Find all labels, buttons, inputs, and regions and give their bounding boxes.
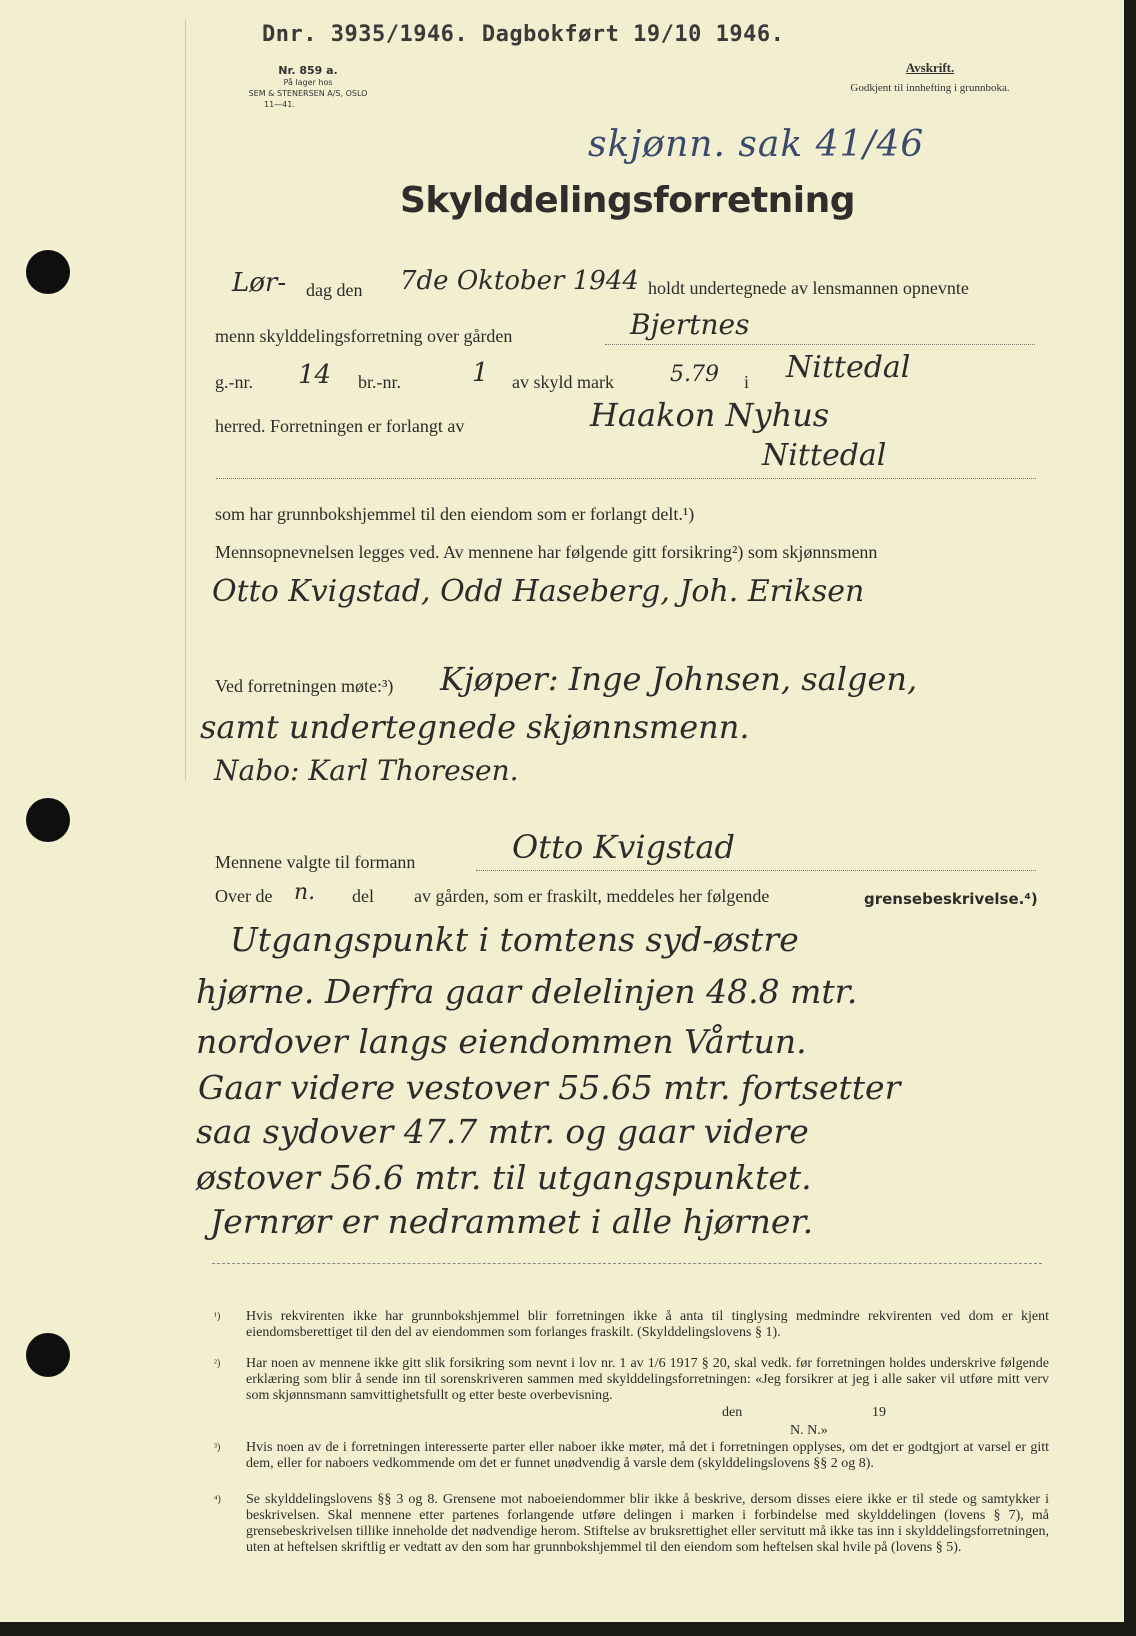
printer-line: På lager hos [283, 78, 333, 87]
approval-note: Godkjent til innhefting i grunnboka. [850, 82, 1010, 94]
boundary-line: hjørne. Derfra gaar delelinjen 48.8 mtr. [196, 972, 858, 1011]
boundary-line: nordover langs eiendommen Vårtun. [196, 1022, 807, 1061]
footnote-text: Se skylddelingslovens §§ 3 og 8. Grensene mot naboeiendommer blir ikke å beskrive, dersom disses eiere ikke er til stede og samtykker i beskrivelsen. Skal mennene etter partenes forlangende utføre delingen i marken i forbindelse med skylddelingen (lovens § 7), må grensebeskrivelsen tillike inneholde det nødvendige herom. Stiftelse av bruksrettighet eller servitutt må ikke tas inn i skylddelingsforretningen, uten at heftelsen skriftlig er vedtatt av den som har grunnbokshjemmel til den eiendom som heftelsen skal hvile på (lovens § 5). [246, 1492, 1049, 1555]
boundary-line: Utgangspunkt i tomtens syd-østre [230, 920, 799, 959]
boundary-line: Jernrør er nedrammet i alle hjørner. [210, 1202, 814, 1241]
dotted-line [216, 478, 1036, 479]
form-number-block [228, 64, 388, 110]
punch-hole [26, 250, 70, 294]
municipality-handwritten: Nittedal [786, 350, 911, 385]
nn-label: N. N.» [790, 1423, 828, 1438]
dag-den-label: dag den [306, 280, 363, 300]
footnote [214, 1492, 1049, 1556]
punch-hole [26, 1333, 70, 1377]
farm-handwritten: Bjertnes [630, 308, 750, 341]
form-number: Nr. 859 a. [278, 64, 338, 77]
requester-place-handwritten: Nittedal [762, 438, 887, 473]
footnote-text: Har noen av mennene ikke gitt slik forsikring som nevnt i lov nr. 1 av 1/6 1917 § 20, skal vedk. før forretningen holdes underskrive følgende erklæring som blir å sende inn til sorenskriveren sammen med skylddelingsforretningen: «Jeg forsikrer at jeg i alle saker vil utføre mitt verv som skjønnsmann samvittighetsfullt og etter beste overbevisning. [246, 1356, 1049, 1403]
requester-label: herred. Forretningen er forlangt av [215, 416, 465, 436]
bnr-handwritten: 1 [472, 358, 489, 388]
del-label: del [352, 886, 374, 906]
grensebeskrivelse-label [864, 888, 1038, 909]
weekday-handwritten: Lør- [232, 268, 287, 298]
formann-handwritten: Otto Kvigstad [512, 828, 735, 866]
grensebeskrivelse-bold: grensebeskrivelse.⁴) [864, 890, 1038, 908]
footnote-divider [212, 1263, 1042, 1264]
document-title: Skylddelingsforretning [400, 180, 856, 221]
footnote-text: Hvis rekvirenten ikke har grunnbokshjemmel blir forretningen ikke å anta til tinglysing medmindre rekvirenten ved dom er kjent eiendomsberettiget til den del av eiendommen som forlanges fraskilt. (Skylddelingslovens § 1). [246, 1309, 1049, 1340]
skyld-label: av skyld mark [512, 372, 614, 392]
printer-line: 11—41. [264, 100, 295, 109]
footnote [214, 1309, 1049, 1341]
footnote [214, 1440, 1049, 1472]
gnr-handwritten: 14 [298, 360, 332, 390]
gnr-label: g.-nr. [215, 372, 253, 392]
footnote-number: ³) [214, 1442, 221, 1453]
avskrift-label: Avskrift. [905, 60, 955, 75]
farm-label: menn skylddelingsforretning over gården [215, 326, 513, 346]
requester-handwritten: Haakon Nyhus [590, 396, 830, 434]
footnote [214, 1356, 1049, 1404]
dotted-line [476, 870, 1036, 871]
printer-line: SEM & STENERSEN A/S, OSLO [248, 89, 368, 98]
fraskilt-text: av gården, som er fraskilt, meddeles her følgende [414, 886, 770, 906]
mennsoppnevnelse-text: Mennsopnevnelsen legges ved. Av mennene har følgende gitt forsikring²) som skjønnsmenn [215, 542, 878, 562]
bnr-label: br.-nr. [358, 372, 401, 392]
footnote-number: ²) [214, 1358, 221, 1369]
dotted-line [605, 344, 1035, 345]
over-de-label: Over de [215, 886, 273, 906]
den-label: den [722, 1405, 743, 1420]
held-text: holdt undertegnede av lensmannen opnevnte [648, 278, 969, 298]
footnote-number: ¹) [214, 1311, 221, 1322]
attendees-handwritten: Kjøper: Inge Johnsen, salgen, [440, 660, 918, 698]
assessors-handwritten: Otto Kvigstad, Odd Haseberg, Joh. Eriksen [212, 574, 865, 609]
punch-hole [26, 798, 70, 842]
margin-rule [185, 20, 186, 780]
i-label: i [744, 372, 750, 392]
boundary-line: østover 56.6 mtr. til utgangspunktet. [196, 1158, 812, 1197]
skyld-handwritten: 5.79 [670, 362, 719, 387]
attendees-handwritten: Nabo: Karl Thoresen. [214, 754, 519, 787]
footnote-number: ⁴) [214, 1494, 221, 1505]
date-handwritten: 7de Oktober 1944 [400, 266, 639, 296]
part-handwritten: n. [294, 880, 316, 905]
grunnbok-text: som har grunnbokshjemmel til den eiendom som er forlangt delt.¹) [215, 504, 695, 524]
year-label: 19 [872, 1405, 886, 1420]
formann-label: Mennene valgte til formann [215, 852, 416, 872]
registration-stamp: Dnr. 3935/1946. Dagbokført 19/10 1946. [262, 22, 785, 47]
avskrift-block [810, 60, 1050, 94]
boundary-line: saa sydover 47.7 mtr. og gaar videre [196, 1112, 809, 1151]
case-number-handwritten: skjønn. sak 41/46 [588, 124, 925, 165]
attendees-handwritten: samt undertegnede skjønnsmenn. [200, 708, 750, 746]
footnote-text: Hvis noen av de i forretningen interesserte parter eller naboer ikke møter, må det i forretningen opplyses, om det er godtgjort at varsel er gitt dem, eller for naboers vedkommende om det er funnet unødvendig å varsle dem (skylddelingslovens §§ 2 og 8). [246, 1440, 1049, 1471]
attendees-label: Ved forretningen møte:³) [215, 676, 394, 696]
boundary-line: Gaar videre vestover 55.65 mtr. fortsetter [198, 1068, 901, 1107]
